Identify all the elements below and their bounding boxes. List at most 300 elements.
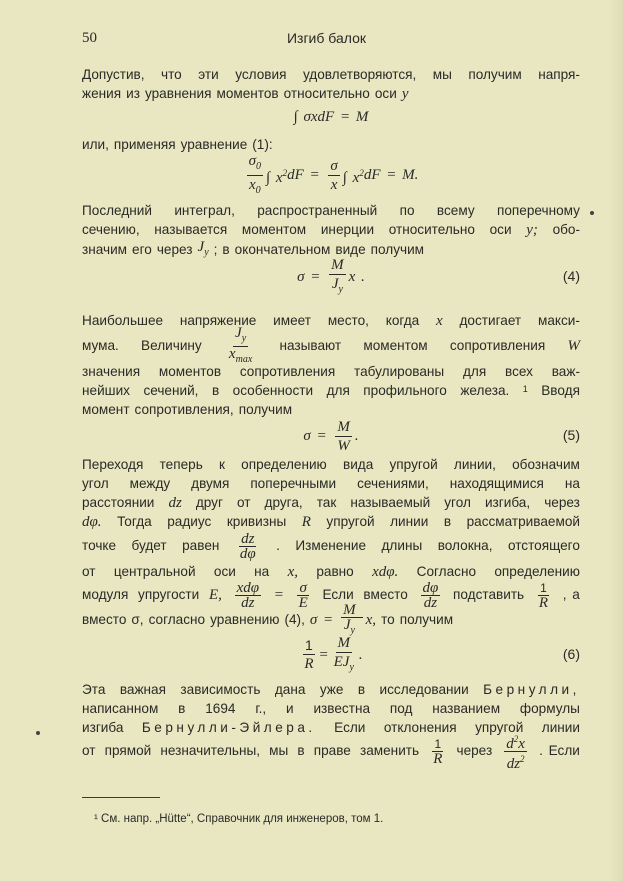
equation — [82, 635, 580, 673]
text-line — [82, 474, 580, 494]
word: друга, — [264, 495, 303, 510]
word: по — [399, 203, 415, 218]
word: от — [237, 495, 251, 510]
word: . — [276, 538, 280, 553]
word: поперечному — [497, 203, 580, 218]
word: напря- — [538, 67, 580, 82]
word: упругости — [138, 587, 200, 602]
word: Допустив, — [82, 67, 145, 82]
word: определению — [494, 564, 580, 579]
denominator — [329, 176, 340, 194]
text-line — [82, 362, 580, 382]
denominator — [247, 176, 263, 199]
word: моментом — [363, 338, 428, 353]
numerator — [432, 737, 443, 752]
word: макси- — [537, 313, 580, 328]
math-symbol: M — [343, 601, 356, 618]
text-line — [82, 733, 580, 772]
denominator — [431, 752, 444, 766]
word: находящимися — [449, 476, 544, 491]
word: Величину — [141, 338, 202, 353]
word: уравнения — [144, 86, 212, 101]
word: названием — [432, 701, 501, 716]
word: Тогда — [117, 514, 152, 529]
word: зависимость — [180, 682, 261, 697]
word: моментов — [216, 86, 279, 101]
numerator — [247, 152, 263, 176]
word: равен — [182, 538, 220, 553]
math-symbol: R — [433, 750, 443, 767]
word: будет — [131, 538, 167, 553]
word: ; — [213, 242, 218, 257]
math-symbol: ∫ $x^2$ — [342, 167, 364, 186]
math-symbol: M — [337, 635, 351, 651]
math-symbol: σ = — [309, 612, 334, 628]
word: через — [156, 242, 193, 257]
word: оси — [213, 564, 236, 579]
math-symbol: $J_y$ — [331, 276, 343, 295]
numerator — [336, 634, 353, 653]
word: относительно — [283, 86, 370, 101]
word: через — [544, 495, 580, 510]
word: , а — [562, 587, 580, 602]
word: моментов — [158, 364, 222, 379]
fraction — [431, 737, 444, 766]
word: получим — [370, 242, 425, 257]
math-symbol: y; — [526, 222, 538, 238]
math-symbol: M — [331, 257, 344, 273]
word: сопротивления, — [134, 402, 234, 417]
word: значения — [82, 364, 141, 379]
equation-number: (4) — [562, 268, 580, 284]
denominator — [330, 275, 345, 298]
word: получим — [468, 67, 522, 82]
text-line — [82, 84, 580, 104]
word: получим — [238, 402, 293, 417]
word: напряжение — [179, 313, 257, 328]
math-symbol: x, — [365, 612, 377, 628]
word: всему — [436, 203, 475, 218]
word: обо- — [552, 222, 580, 237]
word: Если — [334, 720, 366, 735]
numerator — [303, 637, 315, 655]
word: что — [161, 67, 182, 82]
word: формулы — [519, 701, 580, 716]
fraction — [335, 418, 352, 455]
math-symbol: x — [518, 735, 525, 752]
math-symbol: W — [337, 437, 350, 454]
subscript: y — [349, 662, 354, 673]
math-symbol: xdφ. — [372, 564, 399, 580]
word: в — [178, 701, 186, 716]
word: 1694 — [205, 701, 236, 716]
word: в — [211, 383, 220, 398]
word: уравнение — [180, 137, 248, 152]
subscript: 0 — [256, 160, 262, 172]
word: для — [462, 364, 487, 379]
word: место, — [327, 313, 369, 328]
word: точке — [82, 538, 117, 553]
page-number: 50 — [82, 30, 97, 46]
numerator — [335, 418, 352, 437]
math-symbol: R — [538, 594, 549, 611]
numerator — [329, 256, 346, 275]
word: 1 — [540, 580, 547, 595]
word: сечениями, — [357, 476, 429, 491]
word: теперь — [159, 457, 203, 472]
word: всех — [505, 364, 533, 379]
subscript: y — [350, 624, 355, 636]
word: уже — [319, 682, 344, 697]
word: Эта — [82, 682, 106, 697]
numerator — [504, 732, 527, 752]
fraction — [238, 532, 258, 561]
math-symbol: dφ — [239, 545, 256, 562]
math-symbol: dF = — [287, 167, 326, 183]
text-line — [82, 135, 580, 155]
fraction — [421, 581, 441, 610]
word: нейших — [82, 383, 130, 398]
word: распространенный — [257, 203, 378, 218]
numerator — [341, 603, 363, 618]
denominator — [422, 596, 439, 610]
math-symbol: ∫ $x^2$ — [266, 167, 288, 186]
word: то — [381, 612, 395, 627]
word: упругой — [389, 457, 438, 472]
scan-speck — [590, 211, 594, 215]
word: поперечными — [250, 476, 337, 491]
word: линии, — [453, 457, 496, 472]
fraction — [235, 581, 261, 610]
word: моментом — [241, 222, 307, 237]
word: написанном — [82, 701, 159, 716]
numerator — [235, 581, 261, 596]
word: Переходя — [82, 457, 144, 472]
word: Бернулли, — [483, 682, 580, 697]
math-symbol: dφ — [422, 579, 439, 596]
math-symbol: dF = M. — [363, 167, 419, 183]
word: вида — [342, 457, 374, 472]
scan-speck — [36, 731, 40, 735]
text-line — [82, 220, 580, 240]
word: рассматриваемой — [466, 514, 580, 529]
math-symbol: $J_y$ — [197, 239, 209, 258]
text-line — [82, 324, 580, 365]
word: праве — [313, 743, 351, 758]
math-symbol: $J_y$ — [343, 616, 355, 636]
word: табулированы — [354, 364, 445, 379]
word: (1): — [252, 137, 273, 152]
equation — [82, 418, 580, 454]
text-line — [82, 699, 580, 719]
word: из — [126, 86, 140, 101]
word: сечению, — [82, 222, 140, 237]
math-symbol: dz — [168, 495, 182, 511]
word: определению — [241, 457, 327, 472]
text-line — [82, 530, 580, 562]
denominator — [302, 655, 315, 673]
text-line — [82, 400, 580, 420]
word: мума. — [82, 338, 119, 353]
equation-number: (6) — [562, 646, 580, 662]
word: интеграл, — [174, 203, 235, 218]
word: упругой — [475, 720, 524, 735]
word: дана — [274, 682, 306, 697]
word: жения — [82, 86, 122, 101]
math-symbol: dz — [241, 594, 255, 611]
running-head-title: Изгиб балок — [286, 30, 367, 46]
word: Вводя — [541, 383, 580, 398]
word: в — [222, 242, 230, 257]
word: г., — [255, 701, 267, 716]
word: 1 — [305, 637, 313, 653]
word: Последний — [82, 203, 152, 218]
word: так — [316, 495, 337, 510]
fraction — [332, 634, 356, 676]
math-symbol: R — [304, 656, 314, 672]
word: угол — [444, 495, 471, 510]
word: линии — [541, 720, 580, 735]
word: равно — [316, 564, 354, 579]
denominator — [537, 596, 550, 610]
word: изгиба, — [484, 495, 531, 510]
math-symbol: $J_y$ — [235, 324, 247, 344]
word: кривизны — [226, 514, 287, 529]
word: двумя — [191, 476, 230, 491]
word: или, — [82, 137, 109, 152]
math-symbol: xdφ — [236, 579, 260, 596]
word: Если — [322, 587, 354, 602]
word: от — [82, 743, 96, 758]
word: вместо — [82, 612, 127, 627]
word: известна — [313, 701, 371, 716]
word: . Если — [539, 743, 580, 758]
word: условия — [235, 67, 287, 82]
word: его — [132, 242, 152, 257]
subscript: y — [338, 284, 343, 295]
word: модуля — [82, 587, 129, 602]
fraction — [329, 256, 346, 298]
word: между — [129, 476, 171, 491]
text-line — [82, 65, 580, 85]
math-symbol: dφ. — [82, 514, 102, 530]
word: заменить — [359, 743, 420, 758]
word: изгиба — [82, 720, 124, 735]
math-symbol: $dz^2$ — [506, 753, 525, 772]
fraction — [302, 637, 315, 673]
word: называемый — [350, 495, 431, 510]
math-symbol: x — [436, 313, 443, 329]
equation — [82, 107, 580, 127]
word: оси — [489, 222, 512, 237]
word: от — [82, 564, 96, 579]
math-symbol: σ = — [297, 269, 327, 285]
word: незначительны, — [160, 743, 261, 758]
text-line — [82, 512, 580, 532]
text-line — [82, 579, 580, 611]
page-edge — [609, 0, 623, 881]
superscript: 2 — [513, 733, 519, 744]
word: относительно — [388, 222, 475, 237]
word: вместо — [363, 587, 408, 602]
math-symbol: $d^2$ — [506, 733, 519, 752]
word: уравнению — [210, 612, 280, 627]
equation — [82, 257, 580, 295]
math-symbol: $\sigma_0$ — [248, 152, 262, 172]
word: особенности — [232, 383, 314, 398]
superscript: 2 — [359, 167, 364, 178]
word: друг — [195, 495, 223, 510]
word: сечений, — [143, 383, 199, 398]
math-symbol: = — [318, 647, 329, 663]
footnote: ¹ См. напр. „Hütte“, Справочник для инженеров, том 1. — [94, 813, 384, 825]
word: σ, — [131, 612, 144, 627]
math-symbol: $x_0$ — [249, 176, 261, 196]
denominator — [238, 547, 258, 561]
word: радиус — [167, 514, 212, 529]
numerator — [328, 157, 339, 176]
denominator — [335, 437, 352, 455]
word: в — [297, 743, 305, 758]
equation — [82, 152, 580, 196]
word: Согласно — [416, 564, 477, 579]
denominator — [239, 596, 256, 610]
word: Изменение — [295, 538, 367, 553]
word: в — [357, 682, 366, 697]
math-symbol: M — [337, 418, 350, 435]
word: обозначим — [512, 457, 580, 472]
text-line — [82, 680, 580, 700]
word: сопротивления — [449, 338, 546, 353]
math-symbol: σ = — [303, 428, 333, 444]
word: расстоянии — [82, 495, 155, 510]
math-symbol: E — [298, 594, 308, 611]
word: момент — [82, 402, 130, 417]
superscript: 1 — [522, 383, 528, 394]
word: оси — [374, 86, 397, 101]
word: виде — [335, 242, 366, 257]
word: достигает — [459, 313, 522, 328]
numerator — [297, 581, 308, 596]
math-symbol: σ — [299, 579, 307, 596]
word: железа. — [460, 383, 510, 398]
word: окончательном — [234, 242, 331, 257]
fraction — [537, 581, 550, 610]
word: Наибольшее — [82, 313, 164, 328]
word: упругой — [326, 514, 375, 529]
word: через — [456, 743, 493, 758]
word: (4), — [284, 612, 305, 627]
math-symbol: dz — [241, 530, 255, 547]
math-symbol: ∫ σxdF = M — [293, 109, 369, 125]
word: называется — [154, 222, 228, 237]
text-line — [82, 562, 580, 582]
word: в — [443, 514, 452, 529]
equation-number: (5) — [562, 427, 580, 443]
math-symbol: . — [358, 647, 363, 663]
subscript: max — [235, 353, 253, 365]
subscript: y — [204, 247, 209, 258]
text-line — [82, 455, 580, 475]
word: согласно — [148, 612, 206, 627]
word: эти — [198, 67, 219, 82]
math-symbol: x — [330, 176, 338, 193]
word: длины — [381, 538, 423, 553]
word: на — [254, 564, 270, 579]
word: получим — [399, 612, 454, 627]
word: сопротивления — [239, 364, 336, 379]
word: отстоящего — [507, 538, 580, 553]
numerator — [239, 532, 256, 547]
denominator — [505, 752, 527, 771]
math-symbol: $x_{max}$ — [228, 345, 253, 365]
word: Бернулли-Эйлера. — [141, 720, 316, 735]
word: прямой — [104, 743, 152, 758]
word: 1 — [434, 736, 442, 751]
word: к — [219, 457, 225, 472]
word: важная — [119, 682, 166, 697]
word: когда — [385, 313, 420, 328]
numerator — [233, 326, 248, 347]
word: профильного — [363, 383, 447, 398]
word: называют — [279, 338, 342, 353]
math-symbol: W — [567, 338, 580, 354]
word: мы — [432, 67, 452, 82]
fraction — [341, 603, 363, 638]
math-symbol: x, — [287, 564, 298, 580]
fraction — [247, 152, 263, 199]
footnote-rule — [82, 797, 160, 798]
word: подставить — [453, 587, 525, 602]
word: для — [326, 383, 350, 398]
math-symbol: σ — [330, 157, 338, 174]
word: угол — [82, 476, 109, 491]
numerator — [421, 581, 441, 596]
subscript: y — [241, 332, 247, 344]
word: инерции — [320, 222, 375, 237]
text-line — [82, 381, 580, 401]
word: отклонения — [383, 720, 457, 735]
math-symbol: y — [401, 86, 409, 102]
word: значим — [82, 242, 128, 257]
math-symbol: . — [354, 428, 359, 444]
superscript: 2 — [282, 167, 288, 178]
superscript: 2 — [520, 753, 525, 764]
fraction — [504, 732, 527, 771]
word: мы — [269, 743, 289, 758]
word: на — [564, 476, 580, 491]
word: под — [389, 701, 413, 716]
math-symbol: x . — [348, 269, 365, 285]
word: имеет — [273, 313, 312, 328]
word: исследовании — [379, 682, 469, 697]
text-line — [82, 493, 580, 513]
denominator — [297, 596, 310, 610]
text-line — [82, 201, 580, 221]
fraction — [328, 157, 339, 194]
math-symbol: dz — [423, 594, 438, 611]
math-symbol: = — [273, 587, 284, 603]
word: удовлетворяются, — [302, 67, 417, 82]
word: центральной — [113, 564, 196, 579]
math-symbol: E, — [208, 587, 222, 603]
text-line — [82, 311, 580, 331]
numerator — [538, 581, 549, 596]
subscript: 0 — [255, 184, 261, 196]
word: применяя — [113, 137, 176, 152]
fraction — [297, 581, 310, 610]
math-symbol: $EJ_y$ — [333, 654, 354, 673]
